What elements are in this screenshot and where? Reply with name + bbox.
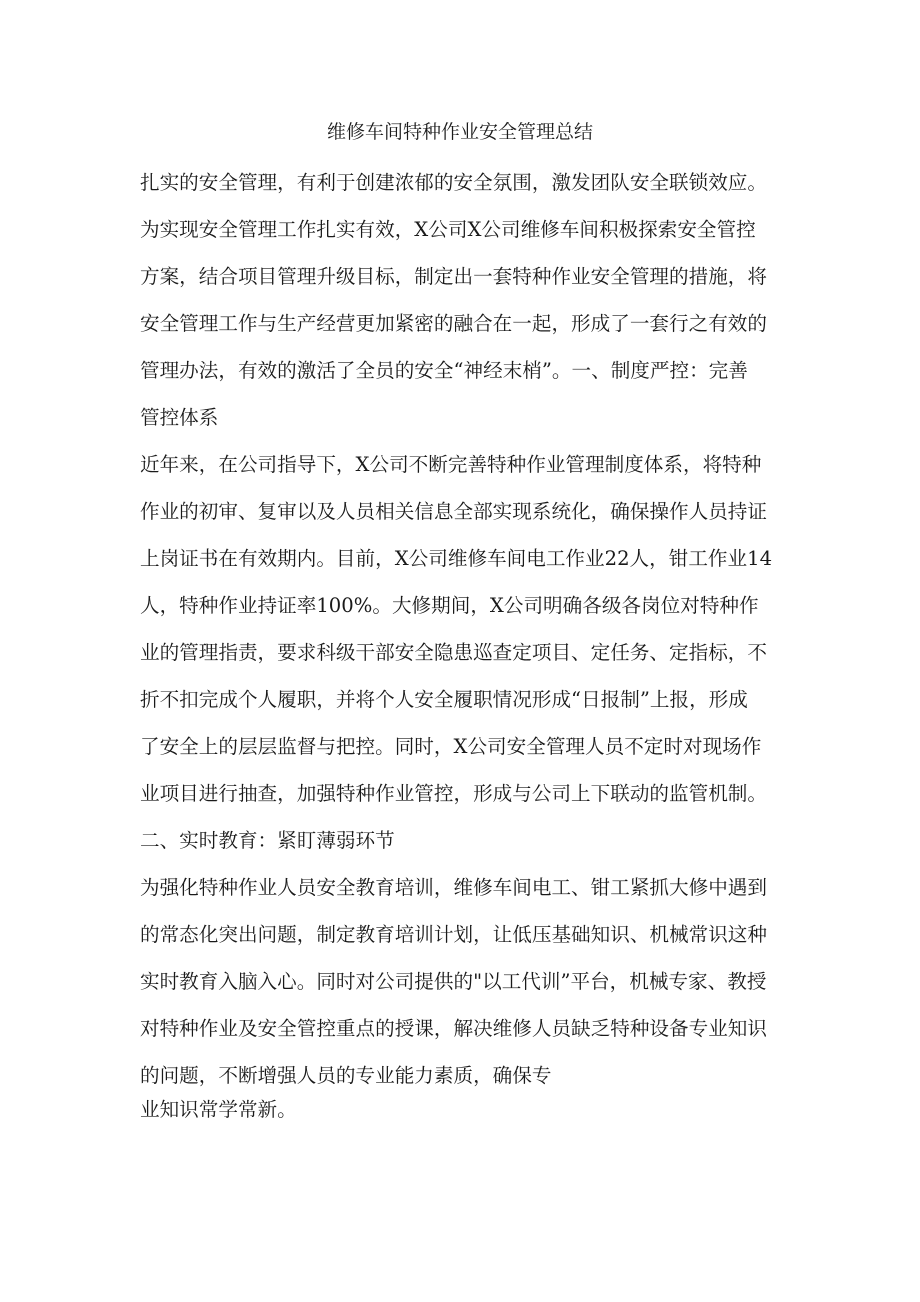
body-line: 业知识常学常新。 [140, 1098, 297, 1121]
body-line: 折不扣完成个人履职，并将个人安全履职情况形成“日报制”上报，形成 [140, 688, 748, 711]
body-line: 的问题，不断增强人员的专业能力素质，确保专 [140, 1064, 552, 1087]
section-heading-line: 管控体系 [140, 406, 219, 429]
body-line: 管理办法，有效的激活了全员的安全“神经末梢”。一、制度严控：完善 [140, 359, 748, 382]
body-line: 业的管理指责，要求科级干部安全隐患巡查定项目、定任务、定指标，不 [140, 641, 767, 664]
body-line: 上岗证书在有效期内。目前，X公司维修车间电工作业22人，钳工作业14 [140, 547, 773, 570]
body-line: 作业的初审、复审以及人员相关信息全部实现系统化，确保操作人员持证 [140, 500, 767, 523]
section-heading: 二、实时教育：紧盯薄弱环节 [140, 829, 395, 852]
body-line: 的常态化突出问题，制定教育培训计划，让低压基础知识、机械常识这种 [140, 923, 767, 946]
body-line: 近年来，在公司指导下，X公司不断完善特种作业管理制度体系，将特种 [140, 453, 762, 476]
body-line: 实时教育入脑入心。同时对公司提供的"以工代训”平台，机械专家、教授 [140, 970, 767, 993]
document-title: 维修车间特种作业安全管理总结 [326, 121, 593, 143]
body-line: 业项目进行抽查，加强特种作业管控，形成与公司上下联动的监管机制。 [140, 782, 767, 805]
body-line: 为强化特种作业人员安全教育培训，维修车间电工、钳工紧抓大修中遇到 [140, 876, 767, 899]
body-line: 了安全上的层层监督与把控。同时，X公司安全管理人员不定时对现场作 [140, 735, 762, 758]
body-line: 方案，结合项目管理升级目标，制定出一套特种作业安全管理的措施，将 [140, 265, 767, 288]
body-line: 人，特种作业持证率100%。大修期间，X公司明确各级各岗位对特种作 [140, 594, 759, 617]
body-line: 对特种作业及安全管控重点的授课，解决维修人员缺乏特种设备专业知识 [140, 1017, 767, 1040]
body-line: 为实现安全管理工作扎实有效，X公司X公司维修车间积极探索安全管控 [140, 218, 756, 241]
body-line: 扎实的安全管理，有利于创建浓郁的安全氛围，激发团队安全联锁效应。 [140, 171, 767, 194]
body-line: 安全管理工作与生产经营更加紧密的融合在一起，形成了一套行之有效的 [140, 312, 767, 335]
